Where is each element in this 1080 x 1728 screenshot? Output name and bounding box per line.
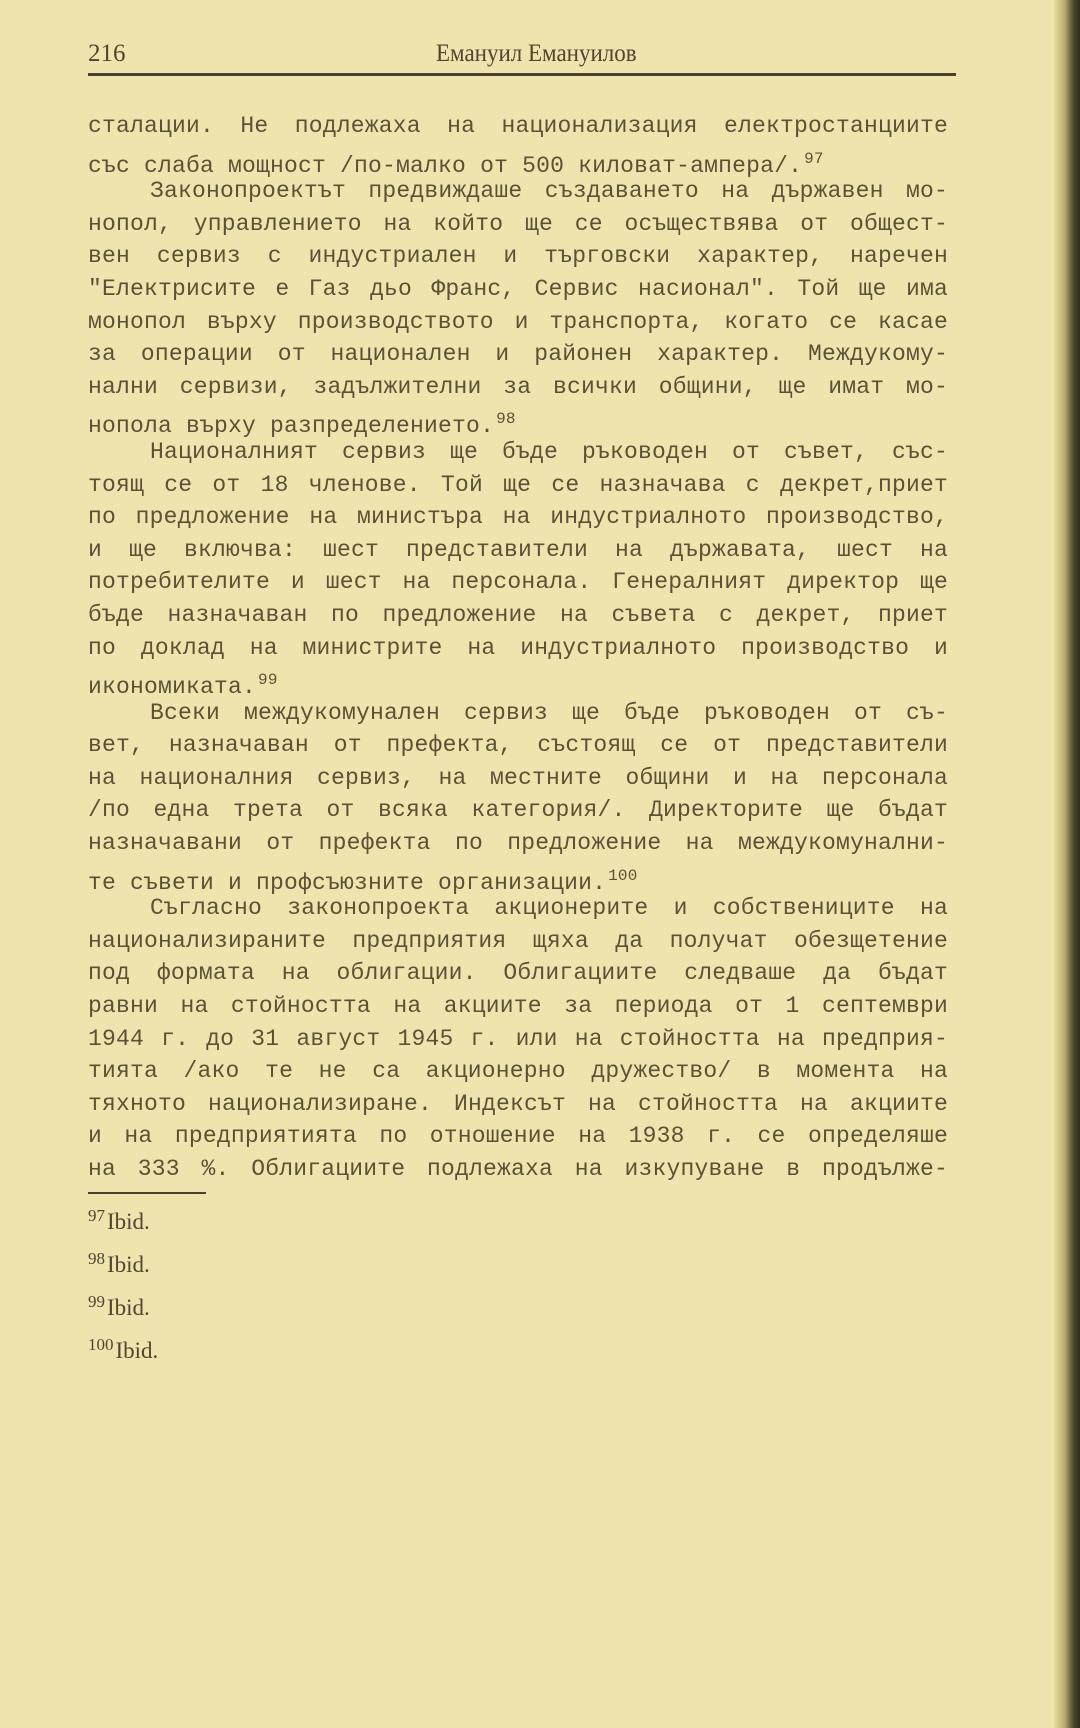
footnote-number: 98 (88, 1249, 105, 1268)
text-line (88, 436, 948, 469)
text-line (88, 1023, 948, 1056)
footnote (88, 1206, 150, 1235)
text-line (88, 469, 948, 502)
body-text (88, 110, 948, 1186)
text-line (88, 729, 948, 762)
line-text: равни на стойността на акциите за периода от 1 септември (88, 993, 948, 1020)
line-text: Всеки междукомунален сервиз ще бъде ръководен от съ- (150, 699, 948, 726)
text-line (88, 338, 948, 371)
footnote-text: Ibid. (107, 1252, 150, 1277)
line-text: по предложение на министъра на индустриалното производство, (88, 504, 948, 531)
text-line (88, 273, 948, 306)
line-text: нални сервизи, задължителни за всички общини, ще имат мо- (88, 373, 948, 400)
footnote-reference: 99 (258, 671, 278, 690)
line-text: на 333 %. Облигациите подлежаха на изкупуване в продълже- (88, 1156, 948, 1182)
text-line (88, 143, 948, 179)
text-line (88, 697, 948, 730)
footnote-rule (88, 1192, 206, 1194)
line-text: и на предприятията по отношение на 1938 г. се определяше (88, 1123, 948, 1150)
line-text: Съгласно законопроекта акционерите и собствениците на (150, 895, 948, 922)
line-text: те съвети и профсъюзните организации. (88, 869, 607, 896)
text-line (88, 1055, 948, 1088)
text-line (88, 925, 948, 958)
line-text: назначавани от префекта по предложение на междукомунални- (88, 830, 948, 857)
text-line (88, 827, 948, 860)
line-text: и ще включва: шест представители на държавата, шест на (88, 536, 948, 563)
text-line (88, 208, 948, 241)
text-line (88, 534, 948, 567)
footnote (88, 1292, 150, 1321)
line-text: Законопроектът предвиждаше създаването на държавен мо- (150, 178, 948, 205)
line-text: /по една трета от всяка категория/. Директорите ще бъдат (88, 797, 948, 824)
line-text: 1944 г. до 31 август 1945 г. или на стойността на предприя- (88, 1025, 948, 1052)
book-edge (1054, 0, 1080, 1728)
line-text: по доклад на министрите на индустриалното производство и (88, 634, 948, 661)
page-header (88, 40, 956, 76)
text-line (88, 664, 948, 701)
text-line (88, 1088, 948, 1121)
text-line (88, 762, 948, 795)
footnote-reference: 98 (496, 410, 516, 429)
footnote-text: Ibid. (115, 1338, 159, 1363)
text-line (88, 403, 948, 440)
line-text: сталации. Не подлежаха на национализация електростанциите (88, 113, 948, 139)
line-text: вет, назначаван от префекта, състоящ се от представители (88, 732, 948, 759)
line-text: тията /ако те не са акционерно дружество/ в момента на (88, 1058, 948, 1085)
line-text: "Електрисите е Газ дьо Франс, Сервис насионал". Той ще има (88, 275, 948, 302)
text-line (88, 599, 948, 632)
line-text: под формата на облигации. Облигациите следваше да бъдат (88, 960, 948, 987)
line-text: вен сервиз с индустриален и търговски характер, наречен (88, 243, 948, 270)
text-line (88, 240, 948, 273)
line-text: монопол върху производството и транспорта, когато се касае (88, 308, 948, 335)
text-line (88, 501, 948, 534)
line-text: национализираните предприятия щяха да получат обезщетение (88, 927, 948, 954)
footnote (88, 1249, 150, 1278)
footnote-number: 99 (88, 1292, 105, 1311)
footnote-number: 97 (88, 1206, 105, 1225)
line-text: бъде назначаван по предложение на съвета с декрет, приет (88, 601, 948, 628)
page-number: 216 (88, 40, 126, 67)
footnote-text: Ibid. (107, 1209, 150, 1234)
line-text: със слаба мощност /по-малко от 500 киловат-ампера/. (88, 152, 803, 179)
footnote-reference: 100 (608, 866, 638, 885)
line-text: на националния сервиз, на местните общини и на персонала (88, 764, 948, 791)
running-title: Емануил Емануилов (436, 40, 637, 67)
text-line (88, 175, 948, 208)
text-line (88, 892, 948, 925)
footnote-number: 100 (88, 1335, 114, 1354)
line-text: тяхното национализиране. Индексът на стойността на акциите (88, 1090, 948, 1117)
text-line (88, 371, 948, 404)
text-line (88, 632, 948, 665)
line-text: за операции от национален и районен характер. Междукому- (88, 341, 948, 368)
line-text: нопола върху разпределението. (88, 413, 495, 440)
header-rule (88, 73, 956, 76)
footnote (88, 1335, 158, 1364)
text-line (88, 1153, 948, 1186)
footnote-text: Ibid. (107, 1295, 150, 1320)
text-line (88, 306, 948, 339)
line-text: нопол, управлението на който ще се осъществява от общест- (88, 210, 948, 237)
line-text: икономиката. (88, 674, 257, 701)
line-text: потребителите и шест на персонала. Генералният директор ще (88, 569, 948, 596)
text-line (88, 1120, 948, 1153)
footnote-reference: 97 (804, 149, 824, 168)
text-line (88, 794, 948, 827)
line-text: Националният сервиз ще бъде ръководен от съвет, със- (150, 438, 948, 465)
text-line (88, 860, 948, 896)
text-line (88, 990, 948, 1023)
text-line (88, 566, 948, 599)
text-line (88, 110, 948, 143)
line-text: тоящ се от 18 членове. Той ще се назначава с декрет,приет (88, 471, 948, 498)
text-line (88, 957, 948, 990)
